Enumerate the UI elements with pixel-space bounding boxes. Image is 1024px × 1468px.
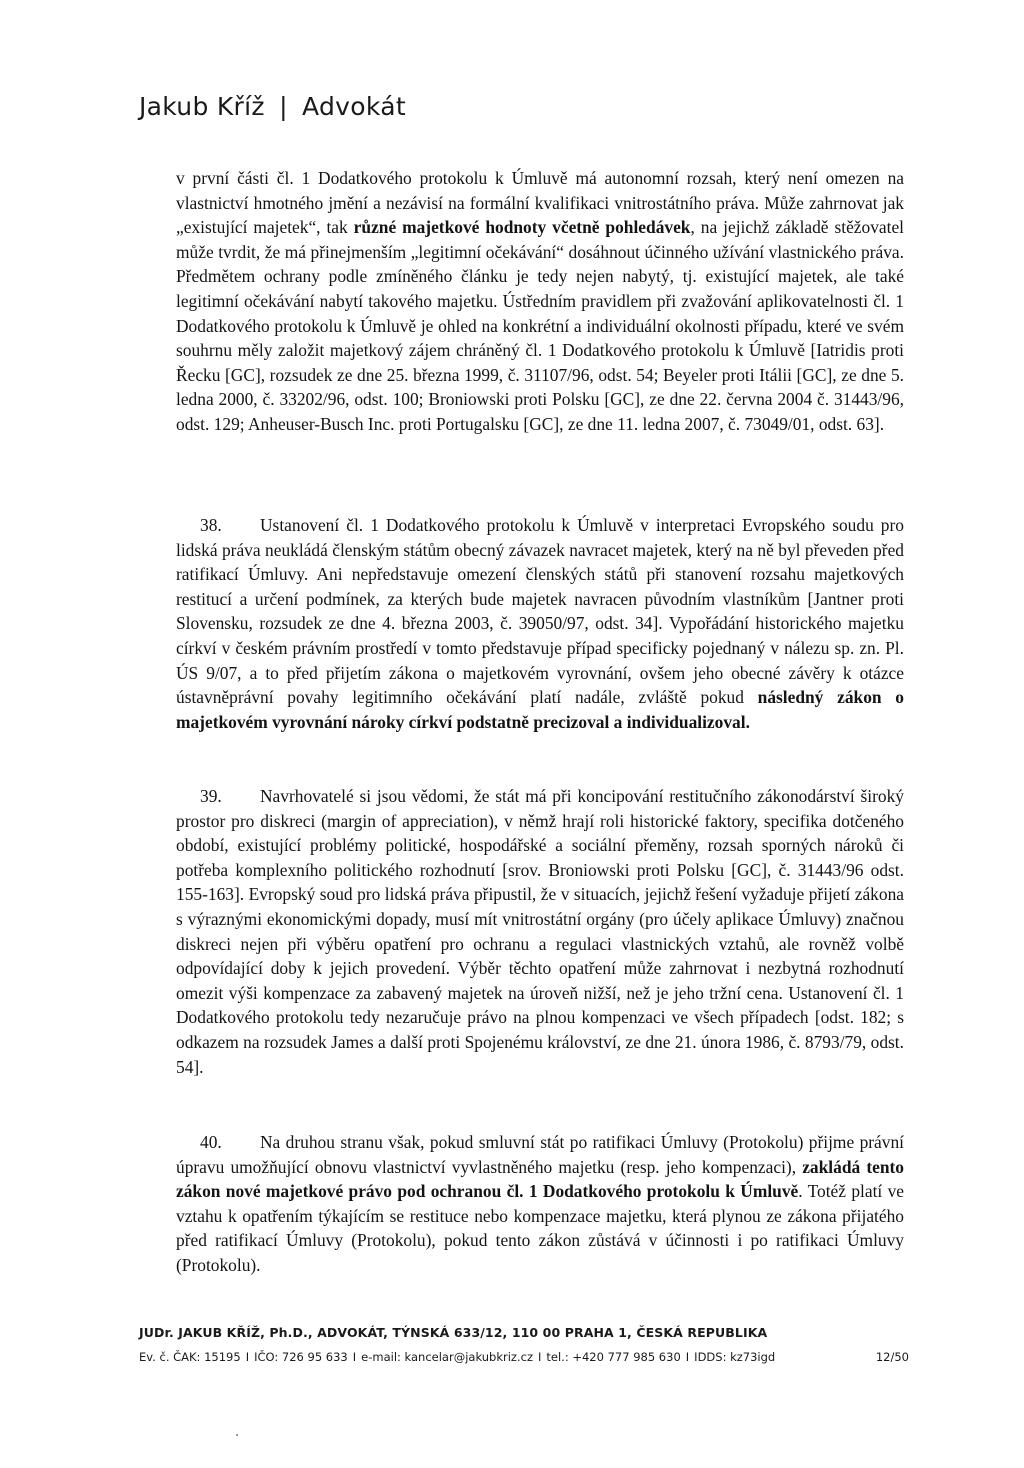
- p40-text-1: Na druhou stranu však, pokud smluvní stát po ratifikaci Úmluvy (Protokolu) přijme právní úpravu umožňující obnovu vlastnictví vyvlastněného majetku (resp. jeho kompenzaci),: [176, 1132, 904, 1177]
- intro-text-1: v první části čl. 1 Dodatkového protokolu k Úmluvě má autonomní rozsah, který není omezen na vlastnictví hmotného jmění a nezávisí na formální kvalifikaci vnitrostátního práva. Může zahrnovat jak „existující majetek“, tak: [176, 168, 904, 238]
- footer-contact: [139, 1350, 909, 1364]
- footer-phone: tel.: +420 777 985 630: [546, 1350, 681, 1364]
- scan-speck: [236, 1434, 238, 1436]
- footer-contact-details: [139, 1350, 775, 1364]
- footer-separator: I: [537, 1350, 542, 1364]
- paragraph-number: 40.: [200, 1132, 222, 1152]
- footer-ico: IČO: 726 95 633: [254, 1350, 348, 1364]
- p40-text-2: . Totéž platí ve vztahu k opatřením týkajícím se restituce nebo kompenzace majetku, která plynou ze zákona přijatého před ratifikací Úmluvy (Protokolu), pokud tento zákon zůstává v účinnosti i po ratifikaci Úmluvy (Protokolu).: [176, 1181, 904, 1275]
- page-number: 12/50: [875, 1350, 909, 1364]
- intro-bold-1: různé majetkové hodnoty včetně pohledávek: [353, 217, 691, 238]
- paragraph-number: 39.: [200, 786, 222, 806]
- p38-text-1: Ustanovení čl. 1 Dodatkového protokolu k Úmluvě v interpretaci Evropského soudu pro lidská práva neukládá členským státům obecný závazek navracet majetek, který na ně byl převeden před ratifikací Úmluvy. Ani nepředstavuje omezení členských států při stanovení rozsahu majetkových restitucí a určení podmínek, za kterých bude majetek navracen původním vlastníkům [Jantner proti Slovensku, rozsudek ze dne 4. března 2003, č. 39050/97, odst. 34]. Vypořádání historického majetku církví v českém právním prostředí v tomto představuje případ specificky pojednaný v nálezu sp. zn. Pl. ÚS 9/07, a to před přijetím zákona o majetkovém vyrovnání, ovšem jeho obecné závěry k otázce ústavněprávní povahy legitimního očekávání platí nadále, zvláště pokud: [176, 515, 904, 708]
- p38-text-2: .: [745, 711, 750, 732]
- header-separator: |: [279, 92, 288, 121]
- footer-address: JUDr. JAKUB KŘÍŽ, Ph.D., ADVOKÁT, TÝNSKÁ 633/12, 110 00 PRAHA 1, ČESKÁ REPUBLIKA: [139, 1325, 768, 1340]
- footer-separator: I: [245, 1350, 250, 1364]
- paragraph-38: [176, 513, 904, 734]
- footer-separator: I: [352, 1350, 357, 1364]
- p40-bold-1: zakládá tento zákon nové majetkové právo pod ochranou čl. 1 Dodatkového protokolu k Úmluvě: [176, 1156, 905, 1202]
- page-header: [139, 92, 406, 121]
- footer-email: e-mail: kancelar@jakubkriz.cz: [361, 1350, 533, 1364]
- paragraph-39: [176, 784, 904, 1079]
- paragraph-number: 38.: [200, 515, 222, 535]
- intro-paragraph: [176, 166, 904, 437]
- paragraph-40: [176, 1130, 904, 1278]
- intro-text-2: , na jejichž základě stěžovatel může tvrdit, že má přinejmenším „legitimní očekávání“ dosáhnout účinného užívání vlastnického práva. Předmětem ochrany podle zmíněného článku je tedy nejen nabytý, tj. existující majetek, ale také legitimní očekávání nabytí takového majetku. Ústředním pravidlem při zvažování aplikovatelnosti čl. 1 Dodatkového protokolu k Úmluvě je ohled na konkrétní a individuální okolnosti případu, které ve svém souhrnu měly založit majetkový zájem chráněný čl. 1 Dodatkového protokolu k Úmluvě [Iatridis proti Řecku [GC], rozsudek ze dne 25. března 1999, č. 31107/96, odst. 54; Beyeler proti Itálii [GC], ze dne 5. ledna 2000, č. 33202/96, odst. 100; Broniowski proti Polsku [GC], ze dne 22. června 2004 č. 31443/96, odst. 129; Anheuser-Busch Inc. proti Portugalsku [GC], ze dne 11. ledna 2007, č. 73049/01, odst. 63].: [176, 217, 905, 434]
- p38-bold-1: následný zákon o majetkovém vyrovnání nároky církví podstatně precizoval a individualizoval: [176, 687, 904, 732]
- header-name: Jakub Kříž: [139, 92, 265, 121]
- p39-text-1: Navrhovatelé si jsou vědomi, že stát má při koncipování restitučního zákonodárství široký prostor pro diskreci (margin of appreciation), v němž hrají roli historické faktory, specifika dotčeného období, existující problémy politické, hospodářské a sociální přeměny, rozsah sporných nároků či potřeba komplexního politického rozhodnutí [srov. Broniowski proti Polsku [GC], č. 31443/96 odst. 155-163]. Evropský soud pro lidská práva připustil, že v situacích, jejichž řešení vyžaduje přijetí zákona s výraznými ekonomickými dopady, musí mít vnitrostátní orgány (pro účely aplikace Úmluvy) značnou diskreci nejen při výběru opatření pro ochranu a regulaci vlastnických vztahů, ale rovněž volbě odpovídající doby k jejich provedení. Výběr těchto opatření může zahrnovat i nezbytná rozhodnutí omezit výši kompenzace za zabavený majetek na úroveň nižší, než je jeho tržní cena. Ustanovení čl. 1 Dodatkového protokolu tedy nezaručuje právo na plnou kompenzaci ve všech případech [odst. 182; s odkazem na rozsudek James a další proti Spojenému království, ze dne 21. února 1986, č. 8793/79, odst. 54].: [176, 786, 904, 1077]
- header-title: Advokát: [302, 92, 406, 121]
- footer-idds: IDDS: kz73igd: [694, 1350, 776, 1364]
- footer-cak: Ev. č. ČAK: 15195: [139, 1350, 241, 1364]
- footer-separator: I: [685, 1350, 690, 1364]
